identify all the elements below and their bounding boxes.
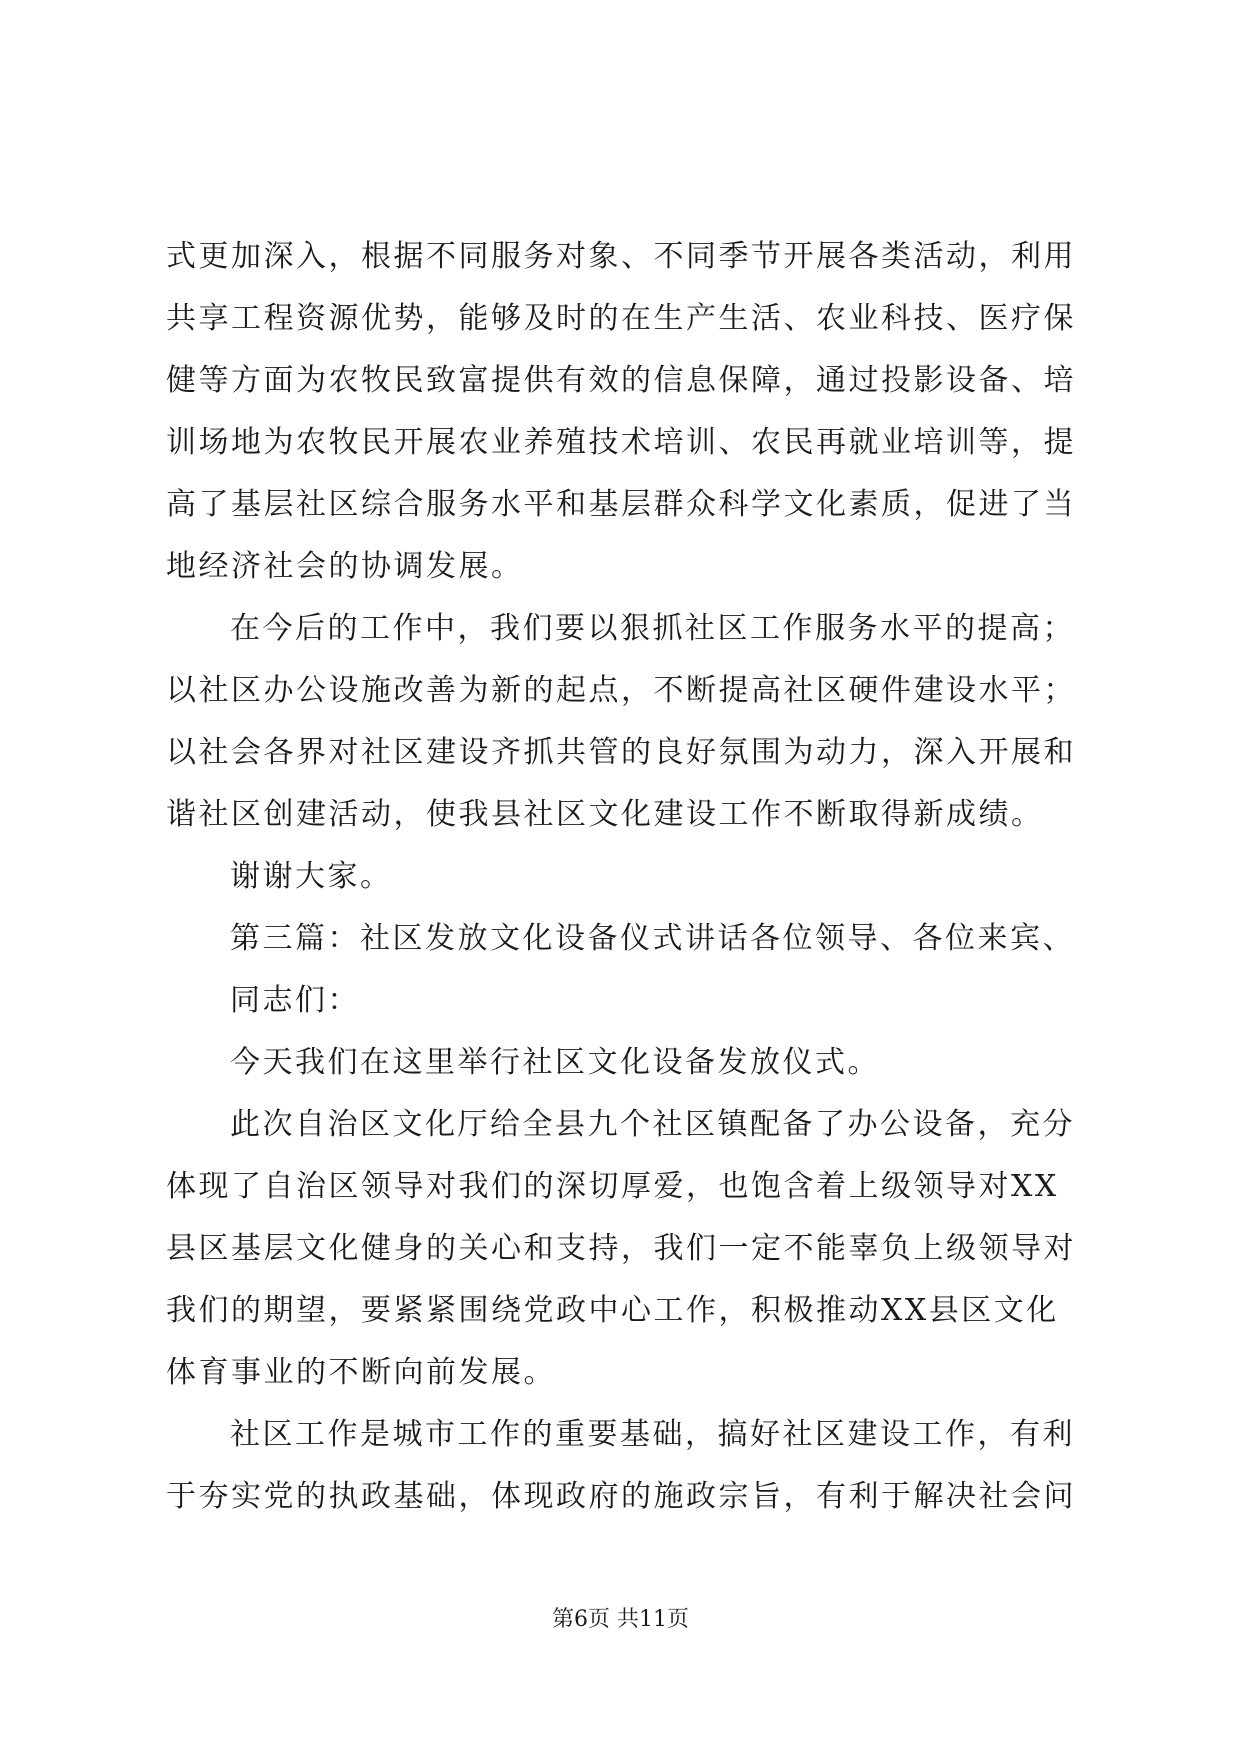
text-line: 高了基层社区综合服务水平和基层群众科学文化素质，促进了当 [166, 487, 1076, 522]
text-line: 在今后的工作中，我们要以狠抓社区工作服务水平的提高； [230, 611, 1075, 646]
text-line: 同志们： [230, 983, 360, 1018]
text-line: 此次自治区文化厅给全县九个社区镇配备了办公设备，充分 [230, 1107, 1075, 1142]
text-line: 我们的期望，要紧紧围绕党政中心工作，积极推动XX县区文化 [166, 1293, 1059, 1328]
text-line: 以社区办公设施改善为新的起点，不断提高社区硬件建设水平； [166, 673, 1076, 708]
text-line: 地经济社会的协调发展。 [166, 549, 524, 584]
body-text [166, 226, 1082, 1528]
text-line: 训场地为农牧民开展农业养殖技术培训、农民再就业培训等，提 [166, 425, 1076, 460]
text-line: 于夯实党的执政基础，体现政府的施政宗旨，有利于解决社会问 [166, 1479, 1076, 1514]
text-line: 谢谢大家。 [230, 859, 393, 894]
text-line: 今天我们在这里举行社区文化设备发放仪式。 [230, 1045, 880, 1080]
text-line: 社区工作是城市工作的重要基础，搞好社区建设工作，有利 [230, 1417, 1075, 1452]
text-line: 式更加深入，根据不同服务对象、不同季节开展各类活动，利用 [166, 239, 1076, 274]
text-line: 体育事业的不断向前发展。 [166, 1355, 556, 1390]
text-line: 共享工程资源优势，能够及时的在生产生活、农业科技、医疗保 [166, 301, 1076, 336]
section-heading: 第三篇：社区发放文化设备仪式讲话各位领导、各位来宾、 [230, 921, 1075, 956]
page-number-footer: 第6页 共11页 [552, 1607, 689, 1632]
text-line: 谐社区创建活动，使我县社区文化建设工作不断取得新成绩。 [166, 797, 1044, 832]
text-line: 县区基层文化健身的关心和支持，我们一定不能辜负上级领导对 [166, 1231, 1076, 1266]
text-line: 健等方面为农牧民致富提供有效的信息保障，通过投影设备、培 [166, 363, 1076, 398]
text-line: 体现了自治区领导对我们的深切厚爱，也饱含着上级领导对XX [166, 1169, 1059, 1204]
text-line: 以社会各界对社区建设齐抓共管的良好氛围为动力，深入开展和 [166, 735, 1076, 770]
